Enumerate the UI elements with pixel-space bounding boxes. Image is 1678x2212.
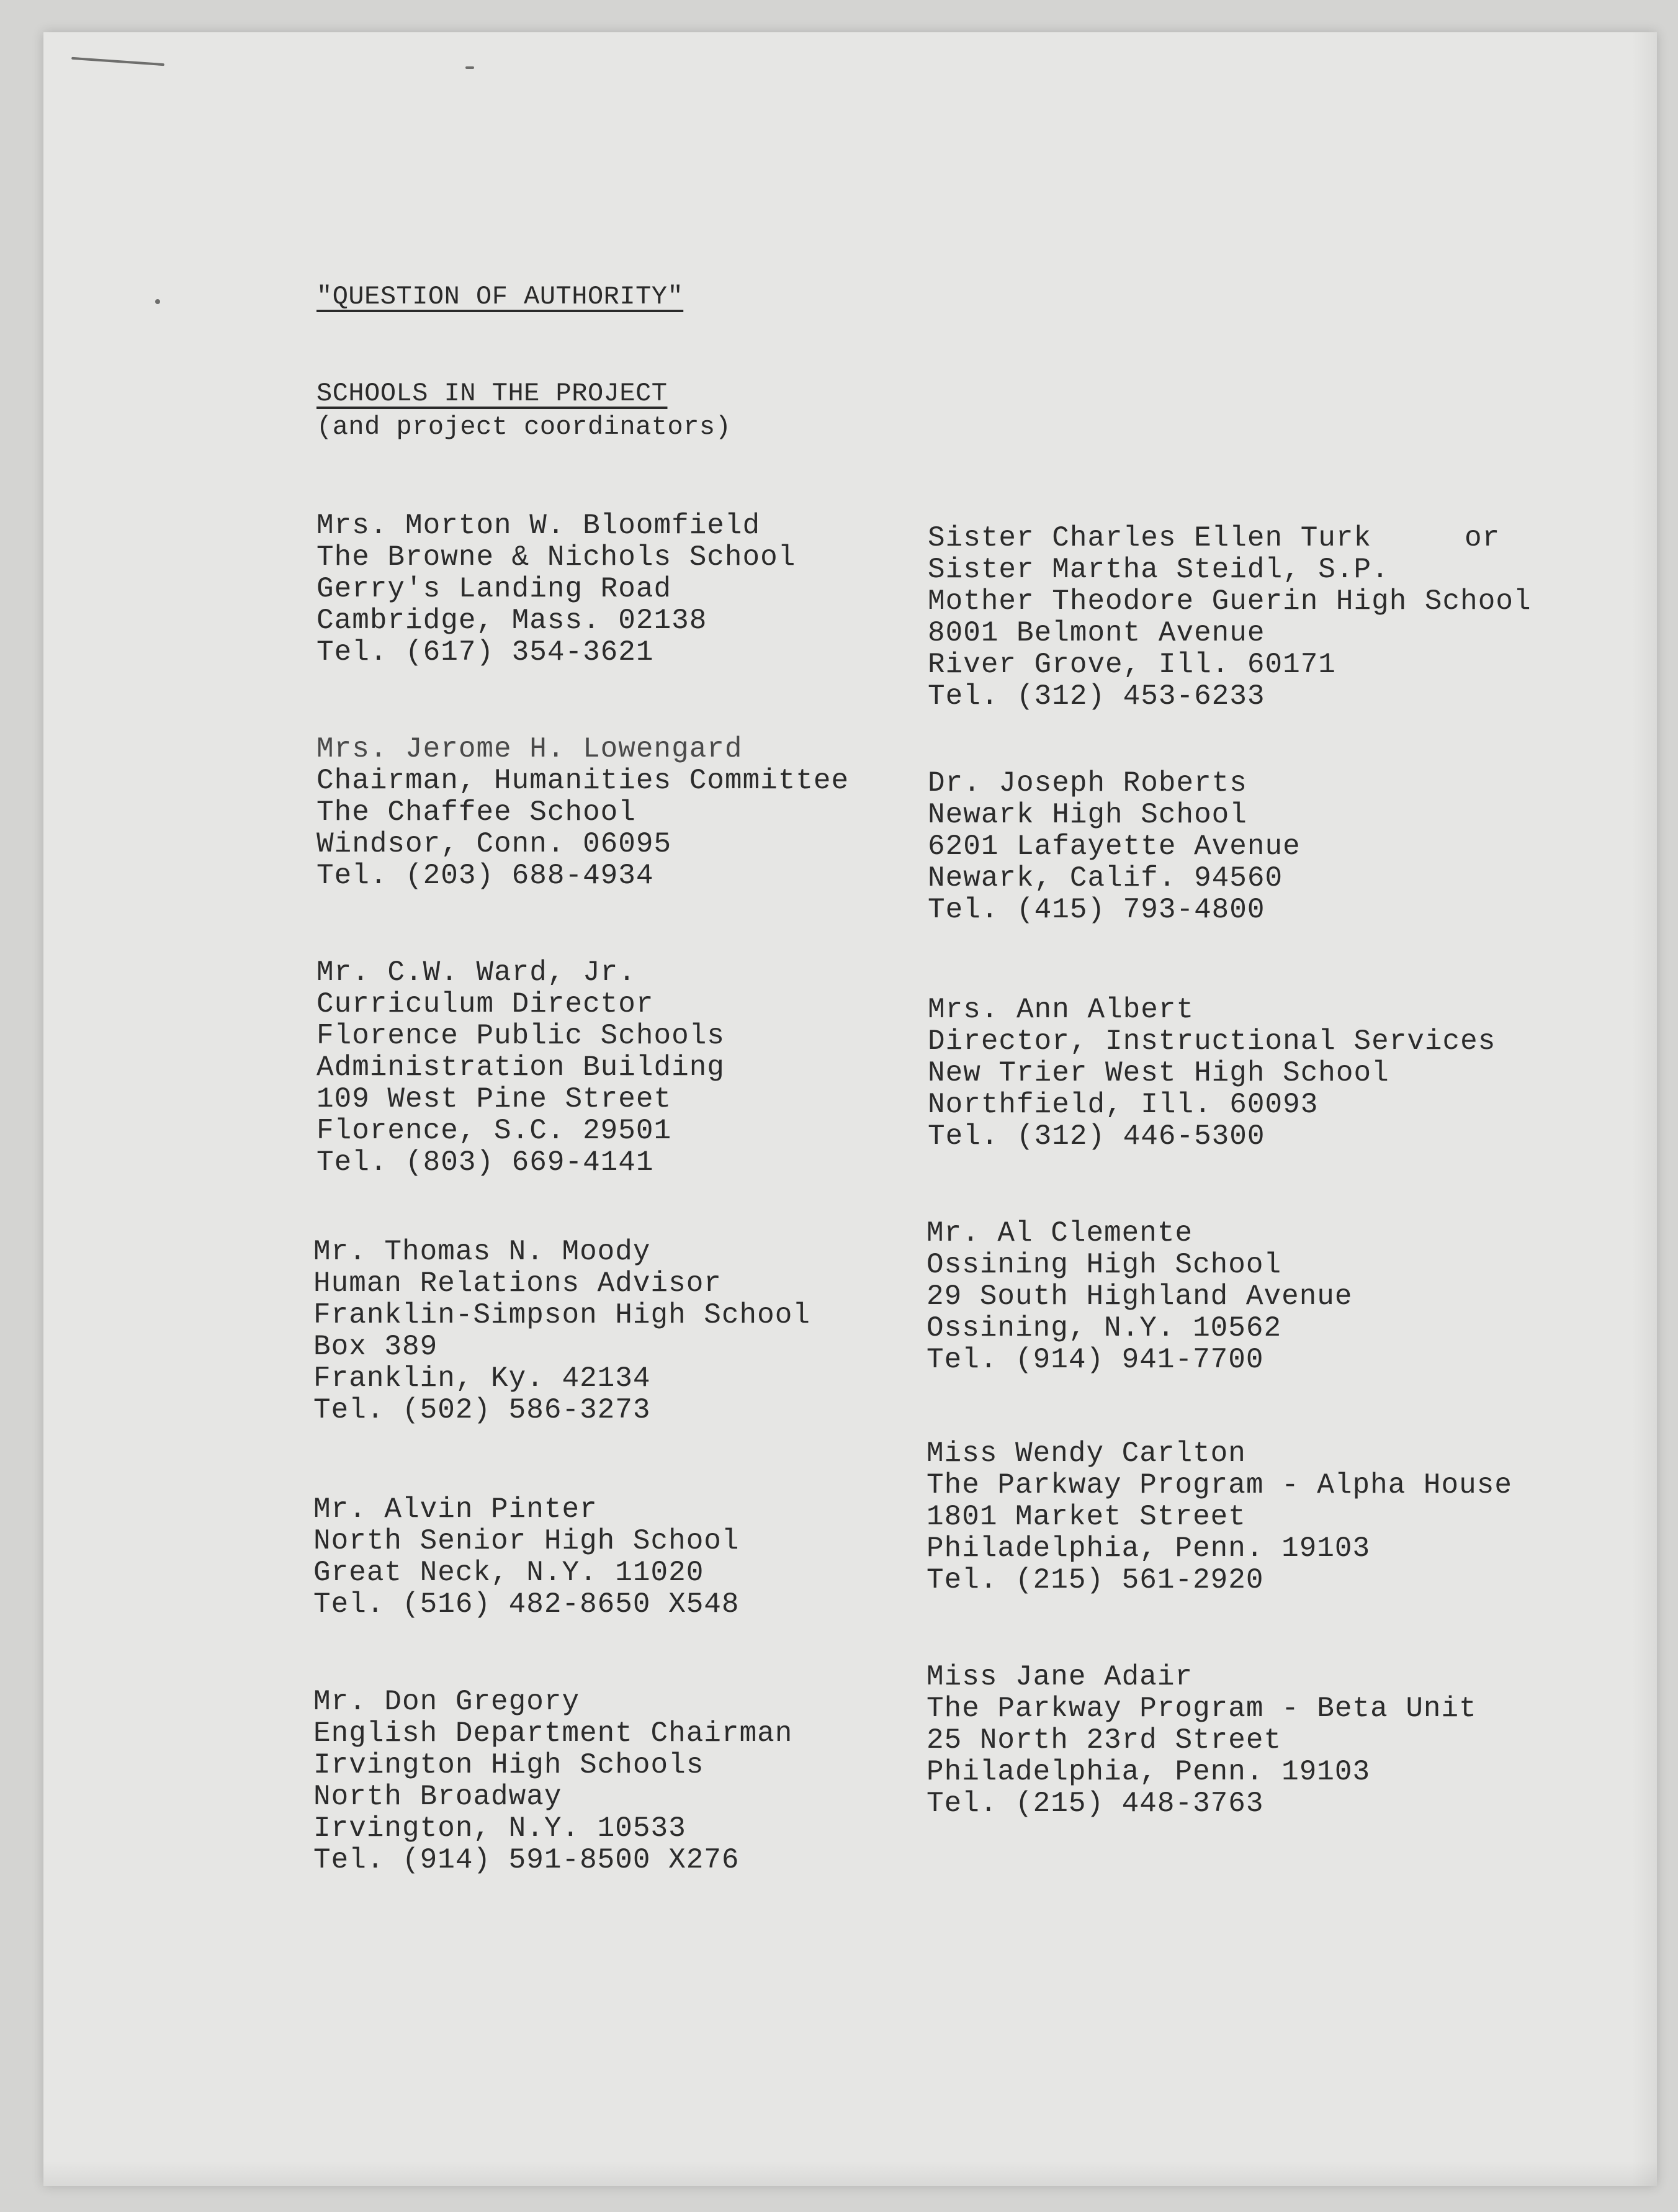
telephone: Tel. (215) 561-2920 xyxy=(926,1564,1264,1596)
city-state-zip: Cambridge, Mass. 02138 xyxy=(316,605,707,637)
coordinator-name: Mr. C.W. Ward, Jr. xyxy=(316,956,636,989)
telephone: Tel. (312) 453-6233 xyxy=(928,680,1265,713)
coordinator-name: Sister Charles Ellen Turk xyxy=(928,522,1372,554)
city-state-zip: Florence, S.C. 29501 xyxy=(316,1115,672,1147)
coordinator-entry xyxy=(928,994,1496,1153)
coordinator-name: Mr. Al Clemente xyxy=(926,1217,1193,1249)
coordinator-entry xyxy=(926,1218,1353,1376)
city-state-zip: Philadelphia, Penn. 19103 xyxy=(926,1532,1371,1565)
coordinator-entry xyxy=(928,768,1301,926)
telephone: Tel. (803) 669-4141 xyxy=(316,1146,654,1179)
city-state-zip: Great Neck, N.Y. 11020 xyxy=(313,1557,704,1589)
city-state-zip: Philadelphia, Penn. 19103 xyxy=(926,1756,1371,1788)
coordinator-name: Mr. Alvin Pinter xyxy=(313,1493,598,1526)
address-line: 6201 Lafayette Avenue xyxy=(928,830,1301,863)
address-line: 29 South Highland Avenue xyxy=(926,1280,1353,1313)
school-name: Franklin-Simpson High School xyxy=(313,1299,810,1331)
coordinator-title: English Department Chairman xyxy=(313,1717,793,1750)
city-state-zip: Northfield, Ill. 60093 xyxy=(928,1089,1319,1121)
document-page xyxy=(43,32,1657,2186)
coordinator-entry xyxy=(926,1438,1512,1596)
address-line: Box 389 xyxy=(313,1331,438,1363)
stray-dot-mark xyxy=(155,299,160,304)
coordinator-name: Mrs. Jerome H. Lowengard xyxy=(316,733,743,765)
coordinator-name-alternate: Sister Martha Steidl, S.P. xyxy=(928,554,1389,586)
coordinator-name: Mrs. Morton W. Bloomfield xyxy=(316,510,761,542)
coordinator-entry xyxy=(313,1686,792,1876)
section-subheading: (and project coordinators) xyxy=(316,412,732,442)
telephone: Tel. (516) 482-8650 X548 xyxy=(313,1588,740,1621)
address-line: North Broadway xyxy=(313,1781,562,1813)
address-line: 8001 Belmont Avenue xyxy=(928,617,1265,649)
school-name: Mother Theodore Guerin High School xyxy=(928,585,1532,618)
coordinator-entry xyxy=(928,523,1532,713)
coordinator-name: Dr. Joseph Roberts xyxy=(928,767,1247,799)
address-line: Administration Building xyxy=(316,1051,725,1084)
school-name: The Chaffee School xyxy=(316,796,636,829)
city-state-zip: River Grove, Ill. 60171 xyxy=(928,649,1336,681)
section-heading: SCHOOLS IN THE PROJECT xyxy=(316,379,668,408)
stray-pen-mark xyxy=(71,57,164,66)
address-line: 1801 Market Street xyxy=(926,1501,1246,1533)
school-name: The Parkway Program - Alpha House xyxy=(926,1469,1512,1501)
document-title: "QUESTION OF AUTHORITY" xyxy=(316,282,684,312)
school-name: Ossining High School xyxy=(926,1249,1282,1281)
telephone: Tel. (312) 446-5300 xyxy=(928,1120,1265,1153)
coordinator-title: Curriculum Director xyxy=(316,988,654,1020)
telephone: Tel. (215) 448-3763 xyxy=(926,1787,1264,1820)
telephone: Tel. (415) 793-4800 xyxy=(928,894,1265,926)
page-edge-shadow-bottom xyxy=(43,2161,1657,2186)
address-line: Gerry's Landing Road xyxy=(316,573,672,605)
address-line: 25 North 23rd Street xyxy=(926,1724,1282,1756)
city-state-zip: Franklin, Ky. 42134 xyxy=(313,1362,651,1395)
telephone: Tel. (502) 586-3273 xyxy=(313,1394,651,1426)
coordinator-entry xyxy=(313,1494,740,1621)
coordinator-title: Chairman, Humanities Committee xyxy=(316,765,850,797)
coordinator-title: Human Relations Advisor xyxy=(313,1267,722,1300)
school-name: North Senior High School xyxy=(313,1525,740,1557)
coordinator-name: Mrs. Ann Albert xyxy=(928,994,1195,1026)
telephone: Tel. (203) 688-4934 xyxy=(316,860,654,892)
school-name: The Parkway Program - Beta Unit xyxy=(926,1693,1477,1725)
coordinator-entry xyxy=(316,957,725,1179)
coordinator-entry xyxy=(926,1661,1477,1820)
stray-dot-mark xyxy=(465,66,474,69)
coordinator-name: Miss Jane Adair xyxy=(926,1661,1193,1693)
telephone: Tel. (914) 591-8500 X276 xyxy=(313,1844,740,1876)
coordinator-title: Director, Instructional Services xyxy=(928,1025,1496,1058)
school-name: Newark High School xyxy=(928,799,1247,831)
coordinator-entry xyxy=(313,1236,810,1426)
telephone: Tel. (617) 354-3621 xyxy=(316,636,654,668)
coordinator-name: Mr. Thomas N. Moody xyxy=(313,1236,651,1268)
address-line: 109 West Pine Street xyxy=(316,1083,672,1115)
coordinator-name: Mr. Don Gregory xyxy=(313,1686,580,1718)
page-edge-shadow xyxy=(1632,32,1657,2186)
school-name: Florence Public Schools xyxy=(316,1020,725,1052)
coordinator-entry xyxy=(316,510,796,668)
school-name: The Browne & Nichols School xyxy=(316,541,796,573)
city-state-zip: Irvington, N.Y. 10533 xyxy=(313,1812,686,1845)
school-name: New Trier West High School xyxy=(928,1057,1389,1089)
school-name: Irvington High Schools xyxy=(313,1749,704,1781)
city-state-zip: Ossining, N.Y. 10562 xyxy=(926,1312,1282,1344)
telephone: Tel. (914) 941-7700 xyxy=(926,1344,1264,1376)
city-state-zip: Newark, Calif. 94560 xyxy=(928,862,1283,894)
city-state-zip: Windsor, Conn. 06095 xyxy=(316,828,672,860)
coordinator-name: Miss Wendy Carlton xyxy=(926,1437,1246,1470)
coordinator-entry xyxy=(316,734,849,892)
or-label: or xyxy=(1465,522,1501,554)
